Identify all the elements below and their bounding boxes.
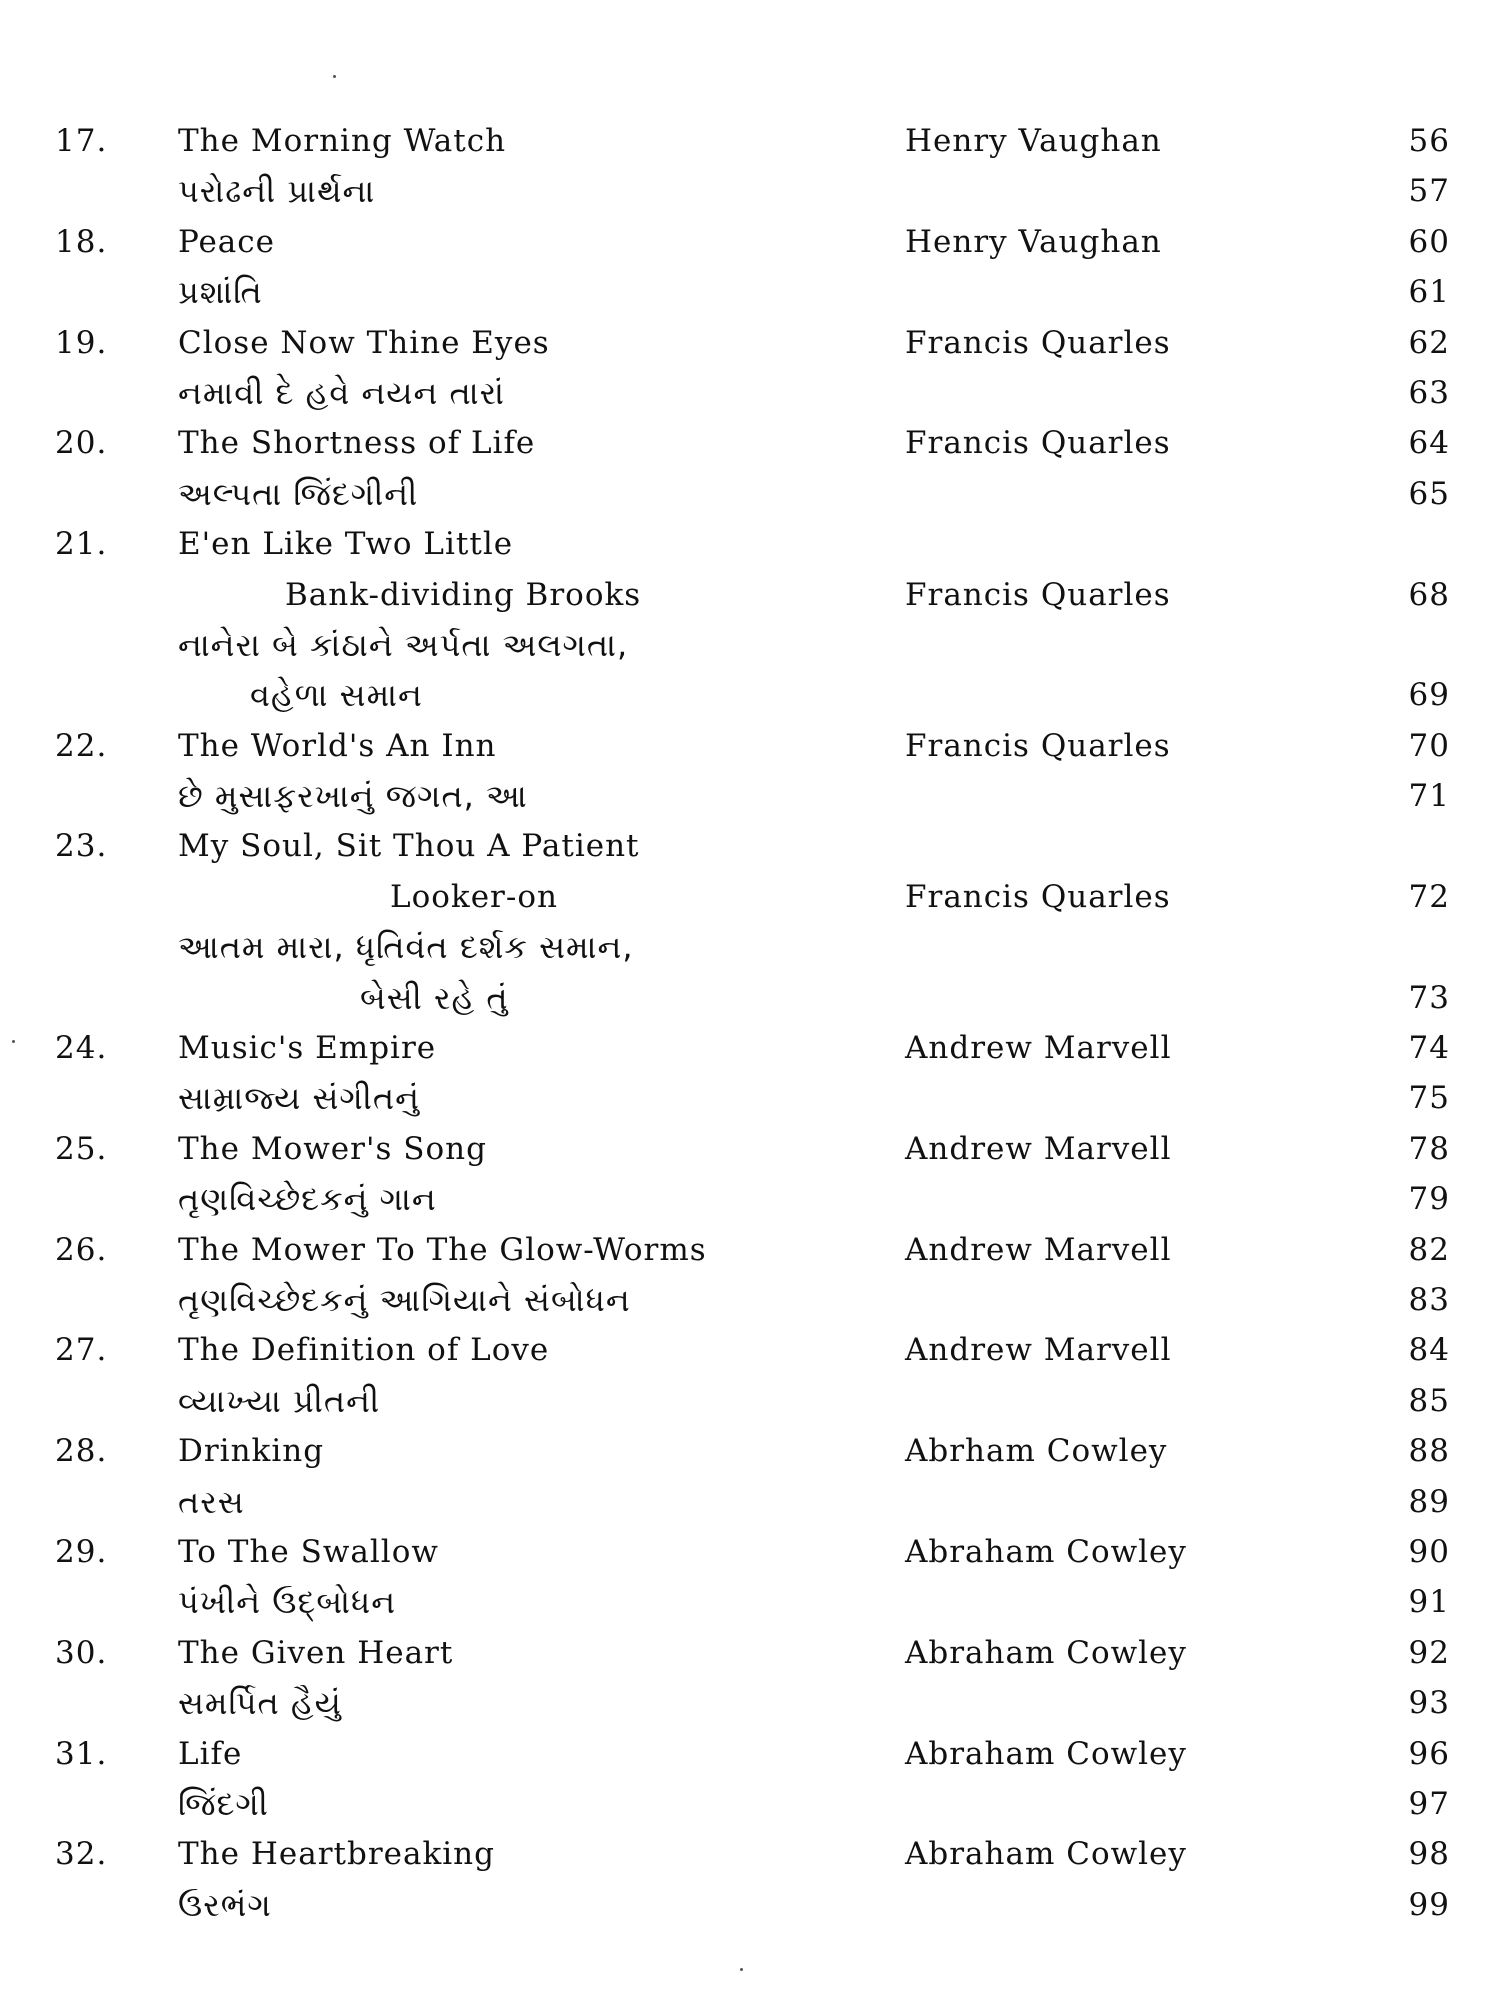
toc-gujarati-row bbox=[0, 1275, 1500, 1325]
toc-entry-row bbox=[0, 519, 1500, 569]
entry-title: The Mower To The Glow-Worms bbox=[178, 1231, 707, 1268]
toc-gujarati-row bbox=[0, 1880, 1500, 1930]
entry-gujarati-title: છે મુસાફરખાનું જગત, આ bbox=[178, 777, 528, 816]
entry-author: Francis Quarles bbox=[905, 576, 1171, 613]
entry-author: Francis Quarles bbox=[905, 324, 1171, 361]
toc-entry-row bbox=[0, 116, 1500, 166]
entry-page: 96 bbox=[1408, 1735, 1450, 1772]
entry-gujarati-page: 89 bbox=[1408, 1483, 1450, 1520]
entry-gujarati-title: નમાવી દે હવે નયન તારાં bbox=[178, 373, 505, 412]
entry-gujarati-page: 91 bbox=[1408, 1584, 1450, 1621]
entry-author: Abraham Cowley bbox=[905, 1634, 1187, 1671]
entry-gujarati-title: પ્રશાંતિ bbox=[178, 273, 263, 312]
toc-gujarati-row bbox=[0, 1779, 1500, 1829]
toc-entry-row bbox=[0, 1729, 1500, 1779]
entry-gujarati-page: 79 bbox=[1408, 1181, 1450, 1218]
entry-page: 56 bbox=[1408, 123, 1450, 159]
entry-title: Close Now Thine Eyes bbox=[178, 324, 550, 361]
scan-speck bbox=[12, 1040, 15, 1043]
entry-author: Andrew Marvell bbox=[905, 1332, 1172, 1369]
toc-gujarati-row bbox=[0, 1174, 1500, 1224]
toc-entry-row bbox=[0, 1023, 1500, 1073]
entry-page: 92 bbox=[1408, 1634, 1450, 1671]
entry-title: E'en Like Two Little bbox=[178, 526, 514, 563]
toc-gujarati-row bbox=[0, 1577, 1500, 1627]
entry-gujarati-page: 61 bbox=[1408, 274, 1450, 311]
entry-gujarati-title: અલ્પતા જિંદગીની bbox=[178, 474, 419, 513]
toc-gujarati-row-cont bbox=[0, 670, 1500, 720]
toc-gujarati-row bbox=[0, 166, 1500, 216]
toc-gujarati-row bbox=[0, 922, 1500, 972]
entry-page: 72 bbox=[1408, 878, 1450, 915]
entry-title: Peace bbox=[178, 223, 276, 260]
toc-entry-row bbox=[0, 1628, 1500, 1678]
entry-title: The Heartbreaking bbox=[178, 1836, 495, 1873]
entry-author: Abraham Cowley bbox=[905, 1533, 1187, 1570]
entry-author: Francis Quarles bbox=[905, 727, 1171, 764]
entry-title: Drinking bbox=[178, 1433, 325, 1470]
scan-speck bbox=[333, 75, 336, 78]
entry-number: 18. bbox=[55, 223, 108, 260]
entry-title: Life bbox=[178, 1735, 243, 1772]
entry-number: 19. bbox=[55, 324, 108, 361]
toc-gujarati-row bbox=[0, 1678, 1500, 1728]
entry-title: The Definition of Love bbox=[178, 1332, 550, 1369]
entry-number: 24. bbox=[55, 1030, 108, 1067]
entry-author: Henry Vaughan bbox=[905, 223, 1162, 260]
entry-gujarati-page: 93 bbox=[1408, 1685, 1450, 1722]
entry-author: Andrew Marvell bbox=[905, 1030, 1172, 1067]
entry-gujarati-title: આતમ મારા, ધૃતિવંત દર્શક સમાન, bbox=[178, 928, 634, 967]
entry-number: 25. bbox=[55, 1130, 108, 1167]
toc-entry-row bbox=[0, 1325, 1500, 1375]
toc-entry-row bbox=[0, 721, 1500, 771]
toc-gujarati-row bbox=[0, 267, 1500, 317]
entry-number: 27. bbox=[55, 1332, 108, 1369]
entry-page: 78 bbox=[1408, 1130, 1450, 1167]
entry-gujarati-title: તૃણવિચ્છેદકનું ગાન bbox=[178, 1180, 437, 1219]
entry-page: 90 bbox=[1408, 1533, 1450, 1570]
entry-author: Francis Quarles bbox=[905, 425, 1171, 462]
table-of-contents bbox=[0, 116, 1500, 1930]
entry-author: Abraham Cowley bbox=[905, 1836, 1187, 1873]
entry-gujarati-title: પરોઢની પ્રાર્થના bbox=[178, 172, 376, 211]
scan-speck bbox=[740, 1968, 743, 1971]
toc-gujarati-row-cont bbox=[0, 973, 1500, 1023]
toc-gujarati-row bbox=[0, 469, 1500, 519]
entry-number: 30. bbox=[55, 1634, 108, 1671]
toc-entry-row bbox=[0, 418, 1500, 468]
entry-gujarati-page: 73 bbox=[1408, 979, 1450, 1016]
entry-gujarati-page: 97 bbox=[1408, 1785, 1450, 1822]
entry-title: The Mower's Song bbox=[178, 1130, 487, 1167]
toc-gujarati-row bbox=[0, 771, 1500, 821]
entry-title: The Given Heart bbox=[178, 1634, 454, 1671]
entry-number: 22. bbox=[55, 727, 108, 764]
toc-gujarati-row bbox=[0, 1376, 1500, 1426]
entry-number: 28. bbox=[55, 1433, 108, 1470]
entry-page: 64 bbox=[1408, 425, 1450, 462]
entry-number: 31. bbox=[55, 1735, 108, 1772]
toc-entry-row bbox=[0, 1527, 1500, 1577]
entry-gujarati-title: વ્યાખ્યા પ્રીતની bbox=[178, 1381, 381, 1420]
entry-number: 20. bbox=[55, 425, 108, 462]
entry-number: 21. bbox=[55, 526, 108, 563]
entry-author: Abraham Cowley bbox=[905, 1735, 1187, 1772]
toc-entry-row bbox=[0, 1124, 1500, 1174]
toc-entry-row bbox=[0, 217, 1500, 267]
entry-gujarati-page: 75 bbox=[1408, 1080, 1450, 1117]
entry-gujarati-page: 57 bbox=[1408, 173, 1450, 210]
entry-number: 23. bbox=[55, 828, 108, 865]
entry-gujarati-title: ઉરભંગ bbox=[178, 1885, 272, 1924]
entry-title: The World's An Inn bbox=[178, 727, 497, 764]
entry-author: Andrew Marvell bbox=[905, 1130, 1172, 1167]
entry-page: 68 bbox=[1408, 576, 1450, 613]
entry-number: 17. bbox=[55, 123, 108, 159]
entry-gujarati-page: 99 bbox=[1408, 1886, 1450, 1923]
entry-gujarati-page: 85 bbox=[1408, 1382, 1450, 1419]
toc-gujarati-row bbox=[0, 620, 1500, 670]
entry-gujarati-title-cont: વહેળા સમાન bbox=[250, 676, 423, 715]
toc-entry-row bbox=[0, 318, 1500, 368]
entry-page: 84 bbox=[1408, 1332, 1450, 1369]
entry-gujarati-title: પંખીને ઉદ્બોધન bbox=[178, 1583, 397, 1622]
toc-gujarati-row bbox=[0, 368, 1500, 418]
toc-entry-row bbox=[0, 1426, 1500, 1476]
entry-gujarati-page: 65 bbox=[1408, 475, 1450, 512]
toc-entry-row bbox=[0, 1225, 1500, 1275]
entry-page: 62 bbox=[1408, 324, 1450, 361]
entry-title-cont: Looker-on bbox=[390, 878, 558, 915]
toc-gujarati-row bbox=[0, 1073, 1500, 1123]
entry-title-cont: Bank-dividing Brooks bbox=[285, 576, 642, 613]
entry-gujarati-title: સમર્પિત હૈયું bbox=[178, 1684, 342, 1723]
entry-page: 74 bbox=[1408, 1030, 1450, 1067]
entry-gujarati-title-cont: બેસી રહે તું bbox=[360, 978, 509, 1017]
entry-title: Music's Empire bbox=[178, 1030, 437, 1067]
entry-author: Andrew Marvell bbox=[905, 1231, 1172, 1268]
entry-number: 29. bbox=[55, 1533, 108, 1570]
entry-gujarati-title: નાનેરા બે કાંઠાને અર્પતા અલગતા, bbox=[178, 625, 629, 664]
entry-page: 60 bbox=[1408, 223, 1450, 260]
entry-author: Francis Quarles bbox=[905, 878, 1171, 915]
entry-title: My Soul, Sit Thou A Patient bbox=[178, 828, 640, 865]
entry-page: 88 bbox=[1408, 1433, 1450, 1470]
entry-page: 98 bbox=[1408, 1836, 1450, 1873]
entry-gujarati-page: 71 bbox=[1408, 778, 1450, 815]
entry-title: The Shortness of Life bbox=[178, 425, 536, 462]
toc-gujarati-row bbox=[0, 1477, 1500, 1527]
entry-gujarati-page: 69 bbox=[1408, 677, 1450, 714]
entry-gujarati-page: 63 bbox=[1408, 374, 1450, 411]
entry-gujarati-page: 83 bbox=[1408, 1281, 1450, 1318]
toc-entry-row-cont bbox=[0, 872, 1500, 922]
entry-page: 82 bbox=[1408, 1231, 1450, 1268]
entry-title: To The Swallow bbox=[178, 1533, 439, 1570]
entry-number: 26. bbox=[55, 1231, 108, 1268]
entry-title: The Morning Watch bbox=[178, 123, 507, 159]
entry-gujarati-title: તરસ bbox=[178, 1482, 245, 1521]
toc-entry-row bbox=[0, 821, 1500, 871]
entry-gujarati-title: જિંદગી bbox=[178, 1784, 269, 1823]
entry-gujarati-title: તૃણવિચ્છેદકનું આગિયાને સંબોધન bbox=[178, 1280, 631, 1319]
entry-number: 32. bbox=[55, 1836, 108, 1873]
toc-entry-row bbox=[0, 1829, 1500, 1879]
entry-author: Abrham Cowley bbox=[905, 1433, 1168, 1470]
toc-entry-row-cont bbox=[0, 570, 1500, 620]
entry-gujarati-title: સામ્રાજ્ય સંગીતનું bbox=[178, 1079, 420, 1118]
entry-page: 70 bbox=[1408, 727, 1450, 764]
entry-author: Henry Vaughan bbox=[905, 123, 1162, 159]
